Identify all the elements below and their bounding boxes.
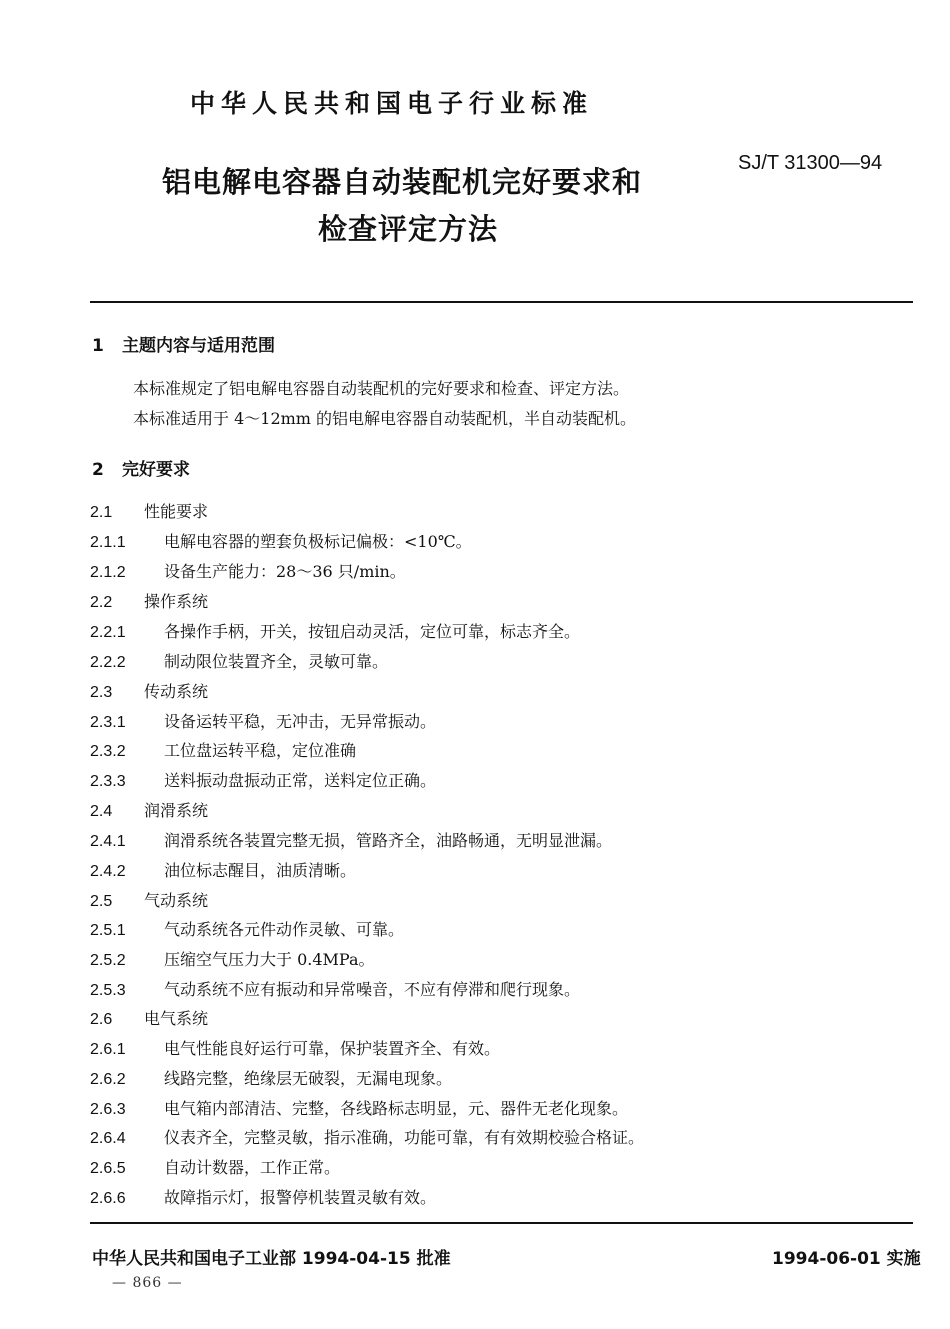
- clause: [90, 768, 436, 791]
- clause-number: 2.6.1: [90, 1041, 126, 1058]
- clause-number: 2.5.2: [90, 952, 126, 969]
- clause: [90, 1155, 340, 1178]
- standard-code: SJ/T 31300—94: [738, 152, 883, 174]
- clause: [90, 499, 208, 522]
- clause-text: 线路完整，绝缘层无破裂，无漏电现象。: [164, 1069, 453, 1088]
- clause-number: 2.2: [90, 594, 113, 611]
- clause-text: 电解电容器的塑套负极标记偏极：<10℃。: [164, 532, 472, 551]
- clause: [90, 1036, 500, 1059]
- clause-text: 气动系统: [144, 891, 209, 910]
- clause-text: 故障指示灯，报警停机装置灵敏有效。: [164, 1188, 437, 1207]
- document-title-line-1: 铝电解电容器自动装配机完好要求和: [162, 165, 643, 199]
- clause-text: 传动系统: [144, 682, 209, 701]
- paragraph: 本标准适用于 4～12mm 的铝电解电容器自动装配机，半自动装配机。: [133, 409, 637, 428]
- section-title: 完好要求: [122, 460, 190, 480]
- clause-number: 2.5.1: [90, 922, 126, 939]
- clause: [90, 709, 436, 732]
- clause-number: 2.1: [90, 504, 113, 521]
- clause-text: 油位标志醒目，油质清晰。: [164, 861, 357, 880]
- clause-text: 仪表齐全，完整灵敏，指示准确，功能可靠，有有效期校验合格证。: [164, 1128, 645, 1147]
- clause-text: 电气系统: [144, 1009, 209, 1028]
- clause-text: 压缩空气压力大于 0.4MPa。: [164, 950, 375, 969]
- section-heading-1: [92, 331, 275, 356]
- clause-text: 设备生产能力：28～36 只/min。: [164, 562, 406, 581]
- issuing-organization: 中华人民共和国电子行业标准: [190, 89, 594, 118]
- clause-text: 设备运转平稳，无冲击，无异常振动。: [164, 712, 437, 731]
- clause-number: 2.6.3: [90, 1101, 126, 1118]
- clause-text: 自动计数器，工作正常。: [164, 1158, 341, 1177]
- clause-number: 2.2.1: [90, 624, 126, 641]
- clause: [90, 917, 404, 940]
- clause: [90, 619, 580, 642]
- clause-text: 气动系统各元件动作灵敏、可靠。: [164, 920, 405, 939]
- section-title: 主题内容与适用范围: [122, 336, 275, 356]
- paragraph: 本标准规定了铝电解电容器自动装配机的完好要求和检查、评定方法。: [133, 379, 630, 398]
- clause-number: 2.4.2: [90, 863, 126, 880]
- clause-number: 2.1.1: [90, 534, 126, 551]
- clause-number: 2.6.4: [90, 1130, 126, 1147]
- section-number: 1: [92, 336, 104, 356]
- clause-text: 电气性能良好运行可靠，保护装置齐全、有效。: [164, 1039, 501, 1058]
- clause: [90, 1185, 436, 1208]
- clause-number: 2.3.3: [90, 773, 126, 790]
- footer-divider: [90, 1222, 913, 1224]
- section-number: 2: [92, 460, 104, 480]
- clause-number: 2.1.2: [90, 564, 126, 581]
- clause-text: 润滑系统各装置完整无损，管路齐全，油路畅通，无明显泄漏。: [164, 831, 613, 850]
- clause-number: 2.6: [90, 1011, 113, 1028]
- clause-text: 性能要求: [144, 502, 209, 521]
- clause: [90, 977, 580, 1000]
- clause: [90, 738, 356, 761]
- clause: [90, 529, 472, 552]
- clause-number: 2.4: [90, 803, 113, 820]
- clause-number: 2.5.3: [90, 982, 126, 999]
- page-number: — 866 —: [112, 1275, 183, 1291]
- clause-number: 2.3: [90, 684, 113, 701]
- clause-number: 2.3.1: [90, 714, 126, 731]
- clause: [90, 828, 612, 851]
- clause: [90, 888, 208, 911]
- approval-statement: 中华人民共和国电子工业部 1994-04-15 批准: [92, 1249, 451, 1269]
- clause-number: 2.3.2: [90, 743, 126, 760]
- clause: [90, 858, 356, 881]
- clause: [90, 589, 208, 612]
- clause-text: 工位盘运转平稳，定位准确: [164, 741, 357, 760]
- clause: [90, 798, 208, 821]
- section-heading-2: [92, 455, 190, 480]
- header-divider: [90, 301, 913, 303]
- clause-text: 气动系统不应有振动和异常噪音，不应有停滞和爬行现象。: [164, 980, 581, 999]
- document-title-line-2: 检查评定方法: [318, 212, 499, 246]
- clause-number: 2.4.1: [90, 833, 126, 850]
- clause-number: 2.6.5: [90, 1160, 126, 1177]
- clause-text: 制动限位装置齐全，灵敏可靠。: [164, 652, 389, 671]
- clause-number: 2.6.2: [90, 1071, 126, 1088]
- clause-text: 各操作手柄，开关，按钮启动灵活，定位可靠，标志齐全。: [164, 622, 581, 641]
- clause: [90, 1096, 628, 1119]
- clause: [90, 1006, 208, 1029]
- clause-text: 电气箱内部清洁、完整，各线路标志明显，元、器件无老化现象。: [164, 1099, 629, 1118]
- clause-text: 送料振动盘振动正常，送料定位正确。: [164, 771, 437, 790]
- clause-text: 润滑系统: [144, 801, 209, 820]
- clause: [90, 1066, 452, 1089]
- clause: [90, 1125, 644, 1148]
- clause: [90, 559, 406, 582]
- clause: [90, 947, 375, 970]
- clause-number: 2.2.2: [90, 654, 126, 671]
- clause-number: 2.6.6: [90, 1190, 126, 1207]
- effective-date: 1994-06-01 实施: [772, 1249, 921, 1269]
- clause-text: 操作系统: [144, 592, 209, 611]
- clause: [90, 679, 208, 702]
- clause-number: 2.5: [90, 893, 113, 910]
- clause: [90, 649, 388, 672]
